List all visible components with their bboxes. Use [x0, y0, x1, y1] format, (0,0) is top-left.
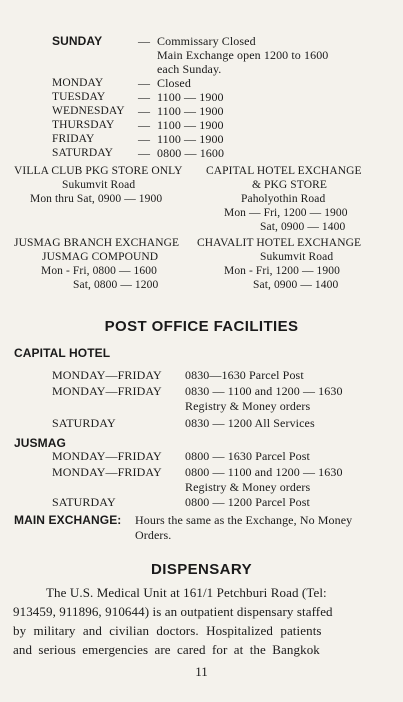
dash: —: [138, 118, 151, 132]
location-label: CAPITAL HOTEL: [14, 346, 111, 360]
store-address: Sukumvit Road: [260, 251, 334, 263]
hours-subtext: Registry & Money orders: [185, 480, 311, 494]
store-hours: Mon - Fri, 0800 — 1600: [41, 265, 157, 277]
paragraph-line: by military and civilian doctors. Hospitalized patients: [13, 623, 322, 638]
hours-text: 1100 — 1900: [157, 132, 224, 146]
store-hours: Sat, 0900 — 1400: [260, 221, 346, 233]
store-address: JUSMAG COMPOUND: [42, 251, 159, 263]
store-name: CAPITAL HOTEL EXCHANGE: [206, 165, 362, 177]
day-label: MONDAY—FRIDAY: [52, 368, 162, 382]
hours-text: Commissary Closed: [157, 34, 256, 48]
paragraph-line: The U.S. Medical Unit at 161/1 Petchburi Road (Tel:: [46, 585, 327, 600]
hours-text: Closed: [157, 76, 191, 90]
day-label: MONDAY—FRIDAY: [52, 465, 162, 479]
note-text: Orders.: [135, 528, 172, 542]
day-label: TUESDAY: [52, 91, 106, 103]
hours-text: 0800 — 1200 Parcel Post: [185, 495, 310, 509]
store-name: JUSMAG BRANCH EXCHANGE: [14, 237, 180, 249]
hours-text: 1100 — 1900: [157, 104, 224, 118]
paragraph-line: 913459, 911896, 910644) is an outpatient dispensary staffed: [13, 604, 333, 619]
page-number: 11: [195, 664, 208, 679]
dash: —: [138, 90, 151, 104]
store-hours: Mon - Fri, 1200 — 1900: [224, 265, 340, 277]
store-hours: Mon thru Sat, 0900 — 1900: [30, 193, 163, 205]
hours-text: 1100 — 1900: [157, 118, 224, 132]
hours-text: 0800 — 1600: [157, 146, 225, 160]
section-heading: DISPENSARY: [151, 561, 252, 578]
location-label: JUSMAG: [14, 436, 66, 450]
day-label: MONDAY—FRIDAY: [52, 384, 162, 398]
dash: —: [138, 104, 151, 118]
hours-text: Main Exchange open 1200 to 1600: [157, 48, 329, 62]
hours-text: 0800 — 1100 and 1200 — 1630: [185, 465, 343, 479]
hours-text: 0830 — 1200 All Services: [185, 416, 315, 430]
hours-text: 1100 — 1900: [157, 90, 224, 104]
store-hours: Sat, 0800 — 1200: [73, 279, 159, 291]
dash: —: [138, 76, 151, 90]
hours-text: 0830 — 1100 and 1200 — 1630: [185, 384, 343, 398]
day-label: MONDAY: [52, 77, 104, 89]
day-label: MONDAY—FRIDAY: [52, 449, 162, 463]
store-name-line2: & PKG STORE: [252, 179, 328, 191]
store-hours: Sat, 0900 — 1400: [253, 279, 339, 291]
dash: —: [138, 132, 151, 146]
hours-subtext: Registry & Money orders: [185, 399, 311, 413]
paragraph-line: and serious emergencies are cared for at the Bangkok: [13, 642, 320, 657]
day-label: SATURDAY: [52, 495, 116, 509]
hours-text: 0830—1630 Parcel Post: [185, 368, 304, 382]
store-name: VILLA CLUB PKG STORE ONLY: [14, 165, 183, 177]
store-address: Paholyothin Road: [241, 193, 326, 205]
hours-text: 0800 — 1630 Parcel Post: [185, 449, 310, 463]
store-address: Sukumvit Road: [62, 179, 136, 191]
dash: —: [138, 146, 151, 160]
location-label: MAIN EXCHANGE:: [14, 513, 122, 527]
day-label: SATURDAY: [52, 147, 114, 159]
hours-text: each Sunday.: [157, 62, 222, 76]
dash: —: [138, 34, 151, 48]
day-label: WEDNESDAY: [52, 105, 125, 117]
store-name: CHAVALIT HOTEL EXCHANGE: [197, 237, 362, 249]
day-label: THURSDAY: [52, 119, 115, 131]
section-heading: POST OFFICE FACILITIES: [104, 318, 299, 335]
day-label: SUNDAY: [52, 34, 103, 48]
note-text: Hours the same as the Exchange, No Money: [135, 513, 353, 527]
store-hours: Mon — Fri, 1200 — 1900: [224, 207, 348, 219]
day-label: FRIDAY: [52, 133, 95, 145]
day-label: SATURDAY: [52, 416, 116, 430]
